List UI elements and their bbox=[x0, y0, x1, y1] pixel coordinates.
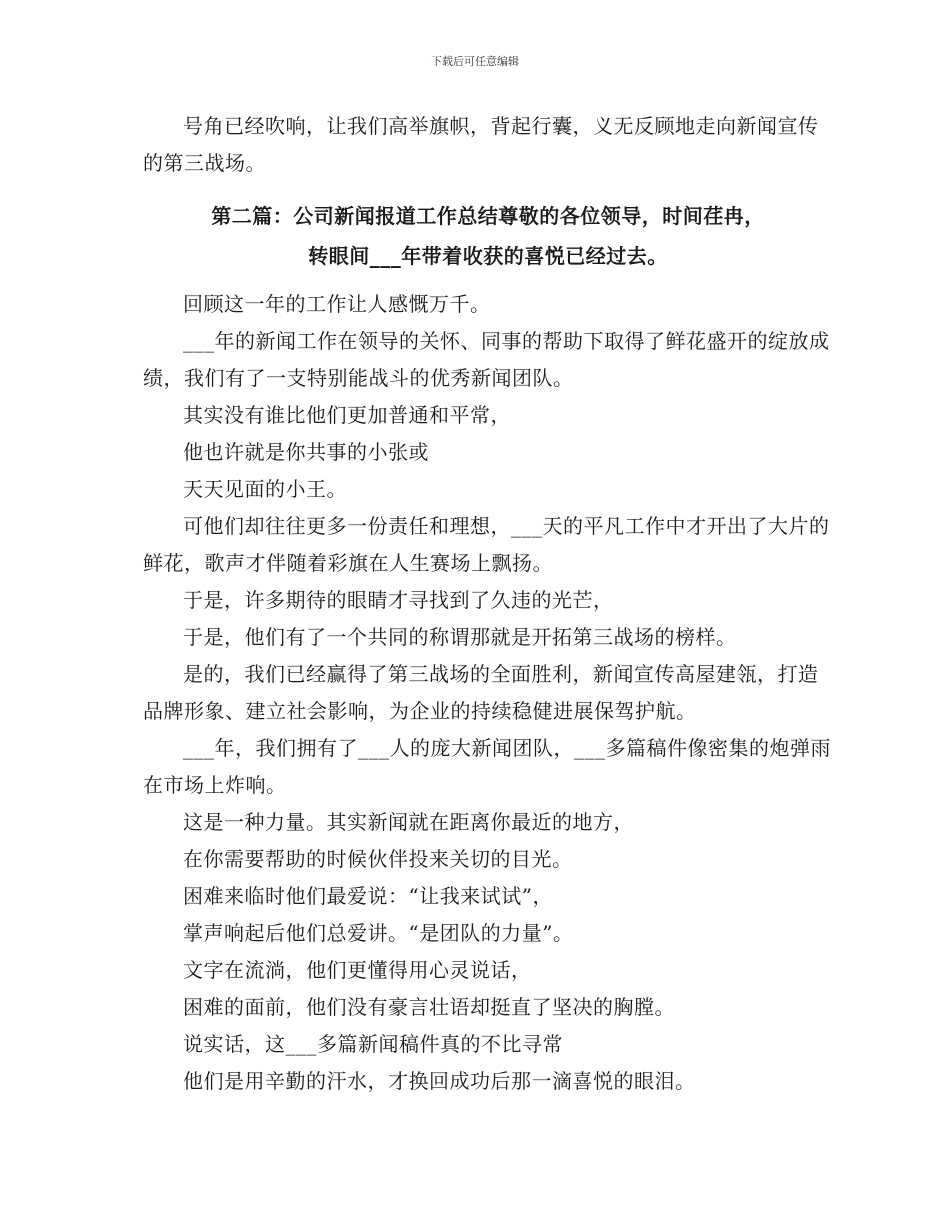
paragraph: 这是一种力量。其实新闻就在距离你最近的地方， bbox=[183, 810, 634, 834]
paragraph: 说实话，这___多篇新闻稿件真的不比寻常 bbox=[183, 1032, 563, 1056]
paragraph: 困难来临时他们最爱说：“让我来试试”， bbox=[183, 884, 553, 908]
opening-paragraph: 号角已经吹响，让我们高举旗帜，背起行囊，义无反顾地走向新闻宣传的第三战场。 bbox=[143, 114, 819, 175]
paragraph: 回顾这一年的工作让人感慨万千。 bbox=[183, 292, 491, 316]
paragraph: ___年，我们拥有了___人的庞大新闻团队，___多篇稿件像密集的炮弹雨在市场上炸响。 bbox=[143, 736, 831, 797]
section-heading bbox=[143, 196, 833, 276]
document-body bbox=[143, 108, 833, 1100]
paragraph: 是的，我们已经赢得了第三战场的全面胜利，新闻宣传高屋建瓴，打造品牌形象、建立社会影响，为企业的持续稳健进展保驾护航。 bbox=[143, 662, 819, 723]
paragraph: ___年的新闻工作在领导的关怀、同事的帮助下取得了鲜花盛开的绽放成绩，我们有了一支特别能战斗的优秀新闻团队。 bbox=[143, 329, 830, 390]
section-heading-line-1: 第二篇：公司新闻报道工作总结尊敬的各位领导，时间荏冉， bbox=[211, 204, 765, 228]
paragraph: 文字在流淌，他们更懂得用心灵说话， bbox=[183, 958, 532, 982]
paragraph: 在你需要帮助的时候伙伴投来关切的目光。 bbox=[183, 847, 573, 871]
paragraph: 他也许就是你共事的小张或 bbox=[183, 440, 429, 464]
paragraph: 他们是用辛勤的汗水，才换回成功后那一滴喜悦的眼泪。 bbox=[183, 1069, 696, 1093]
paragraph: 掌声响起后他们总爱讲。“是团队的力量”。 bbox=[183, 921, 574, 945]
paragraph: 于是，他们有了一个共同的称谓那就是开拓第三战场的榜样。 bbox=[183, 625, 737, 649]
paragraph: 困难的面前，他们没有豪言壮语却挺直了坚决的胸膛。 bbox=[183, 995, 675, 1019]
section-heading-line-2: 转眼间___年带着收获的喜悦已经过去。 bbox=[308, 244, 668, 268]
paragraph: 于是，许多期待的眼睛才寻找到了久违的光芒， bbox=[183, 588, 614, 612]
paragraph: 其实没有谁比他们更加普通和平常， bbox=[183, 403, 511, 427]
paragraph: 可他们却往往更多一份责任和理想，___天的平凡工作中才开出了大片的鲜花，歌声才伴随着彩旗在人生赛场上飘扬。 bbox=[143, 514, 830, 575]
header-note: 下载后可任意编辑 bbox=[431, 55, 519, 68]
paragraph: 天天见面的小王。 bbox=[183, 477, 347, 501]
